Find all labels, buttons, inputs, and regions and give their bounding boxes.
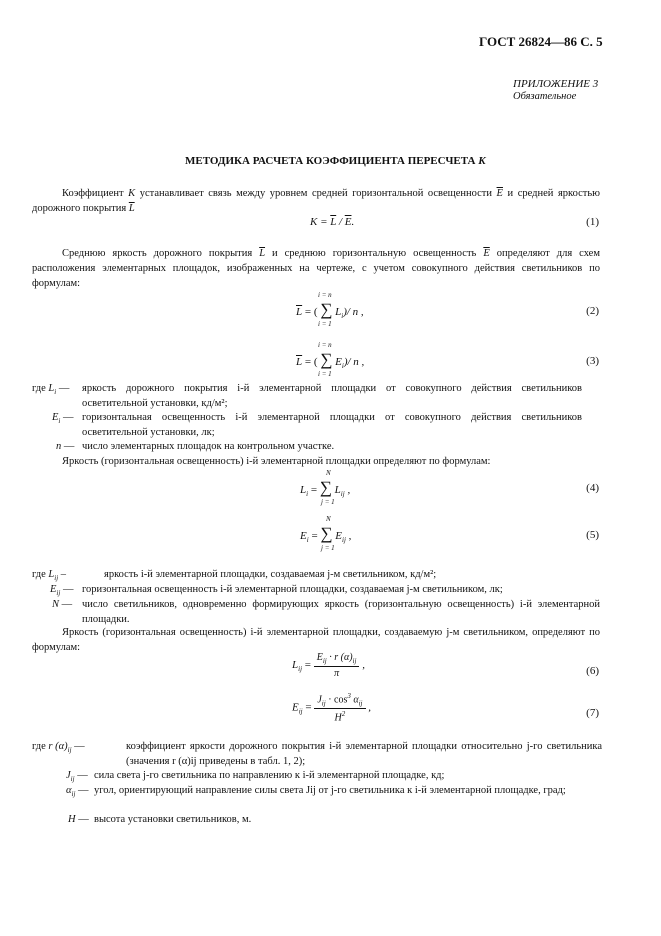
eq1-e: $\overline{E}$ [344, 216, 352, 228]
eq7-lhs: E [292, 701, 299, 714]
eq5-lhs-sub: i [306, 536, 309, 545]
page-title [185, 155, 486, 167]
eq7-num-alpha: α [350, 694, 359, 706]
p1-symbol-k: K [128, 188, 136, 199]
equation-2 [296, 301, 364, 320]
eq1-l: $\overline{L}$ [330, 216, 337, 228]
def8-text: сила света j-го светильника по направлению к i-й элементарной площадке, кд; [94, 770, 445, 781]
paragraph-3: Яркость (горизонтальная освещенность) i-й элементарной площадки определяют по формулам: [62, 456, 491, 467]
eq7-fraction [314, 692, 365, 724]
def4-sub: ij [54, 574, 59, 583]
def1-symbol: L [48, 383, 55, 394]
def1-text: яркость дорожного покрытия i-й элементарной площадки от совокупного действия светильников осветительной установки, кд/м²; [82, 383, 582, 409]
equation-1-number: (1) [586, 216, 599, 228]
def2-symbol: E [52, 412, 59, 423]
eq3-lower-limit: i = 1 [318, 370, 332, 378]
eq6-num-r: · r (α) [326, 652, 353, 663]
eq6-numerator [314, 652, 360, 667]
eq2-upper-limit: i = n [318, 291, 332, 299]
equation-4 [300, 479, 350, 498]
eq7-num-j-sub: ij [321, 699, 326, 708]
appendix-status: Обязательное [513, 91, 577, 102]
eq7-num-cos: · cos [325, 694, 348, 706]
p2-symbol-e: $\overline{E}$ [483, 248, 490, 259]
eq2-term: L [335, 306, 342, 318]
def9-text: угол, ориентирующий направление силы света Jij от j-го светильника к i-й элементарной площадке, град; [94, 785, 566, 796]
eq5-lhs: E [300, 530, 307, 542]
def1-prefix: где [32, 383, 49, 394]
eq7-num-j: J [317, 694, 322, 706]
appendix-title: ПРИЛОЖЕНИЕ 3 [513, 78, 599, 90]
equation-5 [300, 525, 351, 544]
eq4-upper-limit: N [326, 469, 331, 477]
p2-symbol-l: $\overline{L}$ [259, 248, 266, 259]
def5-text: горизонтальная освещенность i-й элементарной площадки, создаваемая j-м светильником, лк; [82, 584, 503, 595]
p1-symbol-l: $\overline{L}$ [128, 203, 135, 214]
eq7-den-h: H [334, 712, 342, 724]
equation-5-number: (5) [586, 529, 599, 541]
eq5-lower-limit: j = 1 [321, 544, 335, 552]
eq6-tail: , [359, 659, 365, 672]
def3-dash: — [61, 441, 75, 452]
p1-symbol-e: $\overline{E}$ [496, 188, 503, 199]
eq4-lhs-sub: i [306, 490, 309, 499]
equation-6-number: (6) [586, 665, 599, 677]
eq6-num-e-sub: ij [322, 657, 327, 665]
eq6-equals: = [302, 659, 314, 672]
eq7-numerator [314, 692, 365, 709]
equation-7 [292, 692, 371, 724]
p1-text-1: Коэффициент [62, 188, 129, 199]
eq4-term-sub: ij [340, 490, 345, 499]
def7-dash: — [71, 741, 85, 752]
def1-sub: i [54, 388, 57, 397]
running-header: ГОСТ 26824—86 С. 5 [479, 34, 603, 49]
page-title-symbol: K [478, 155, 486, 167]
eq7-tail: , [365, 701, 371, 714]
p2-text-3: определяют для схем расположения элементарных площадок, изображенных на чертеже, с учетом совокупного действия светильников по формулам: [32, 248, 600, 289]
def5-symbol: E [50, 584, 57, 595]
def9-dash: — [75, 785, 89, 796]
def2-dash: — [60, 412, 74, 423]
eq4-lhs: L [300, 484, 307, 496]
page-title-text: МЕТОДИКА РАСЧЕТА КОЭФФИЦИЕНТА ПЕРЕСЧЕТА [185, 155, 476, 167]
paragraph-4: Яркость (горизонтальная освещенность) i-й элементарной площадки, создаваемую j-м светильником, определяют по формулам: [32, 627, 600, 653]
equation-3-number: (3) [586, 355, 599, 367]
equation-7-number: (7) [586, 707, 599, 719]
eq2-lhs: $\overline{L}$ [296, 306, 303, 318]
p1-text-3: и средней яркостью дорожного покрытия [32, 188, 600, 214]
eq5-term: E [335, 530, 343, 542]
def9-symbol: α [66, 785, 72, 796]
eq3-lhs: $\overline{L}$ [296, 356, 303, 368]
def7-symbol: r (α) [48, 741, 68, 752]
def1-dash: — [56, 383, 70, 394]
eq4-tail: , [344, 484, 351, 496]
def10-dash: — [75, 814, 89, 825]
eq3-tail: )/ n , [343, 356, 365, 368]
eq7-den-h-sup: 2 [341, 710, 346, 719]
def8-sub: ij [70, 775, 75, 784]
paragraph-2 [32, 246, 600, 291]
eq2-tail: )/ n , [343, 306, 364, 318]
p2-text-1: Среднюю яркость дорожного покрытия [62, 248, 260, 259]
eq6-denominator: π [334, 668, 340, 679]
eq1-end: . [351, 216, 355, 228]
equation-2-number: (2) [586, 305, 599, 317]
eq4-term: L [334, 484, 341, 496]
def5-sub: ij [56, 589, 61, 598]
def6-symbol: N [52, 599, 60, 610]
p1-text-2: устанавливает связь между уровнем средней горизонтальной освещенности [135, 188, 497, 199]
equation-4-number: (4) [586, 482, 599, 494]
eq7-num-alpha-sub: ij [358, 699, 363, 708]
eq4-sum-symbol: ∑ [319, 478, 332, 497]
eq2-open: = ( [302, 306, 321, 318]
def4-dash: – [58, 569, 67, 580]
def6-text: число светильников, одновременно формирующих яркость (горизонтальную освещенность) i-й элементарной площадки. [82, 599, 600, 625]
equation-1 [310, 216, 354, 228]
eq5-tail: , [345, 530, 352, 542]
def4-text: яркость i-й элементарной площадки, создаваемая j-м светильником, кд/м²; [104, 569, 437, 580]
def2-sub: i [58, 417, 61, 426]
eq5-upper-limit: N [326, 515, 331, 523]
def7-sub: ij [67, 746, 72, 755]
eq4-lower-limit: j = 1 [321, 498, 335, 506]
paragraph-1 [32, 186, 600, 216]
eq3-term-sub: i [341, 362, 344, 371]
eq2-lower-limit: i = 1 [318, 320, 332, 328]
def6-dash: — [59, 599, 73, 610]
eq7-lhs-sub: ij [298, 707, 303, 716]
eq4-equals: = [308, 484, 320, 496]
eq2-sum-symbol: ∑ [320, 300, 333, 319]
def7-text: коэффициент яркости дорожного покрытия i-й элементарной площадки относительно j-го светильника (значения r (α)ij приведены в табл. 1, 2); [126, 741, 602, 767]
eq6-lhs-sub: ij [298, 665, 303, 674]
equation-3 [296, 351, 364, 370]
eq5-equals: = [308, 530, 321, 542]
eq2-term-sub: i [341, 312, 344, 321]
def5-dash: — [60, 584, 74, 595]
def3-symbol: n [56, 441, 62, 452]
eq5-term-sub: ij [342, 536, 346, 545]
def4-prefix: где [32, 569, 49, 580]
def3-text: число элементарных площадок на контрольном участке. [82, 441, 335, 452]
eq1-slash: / [336, 216, 345, 228]
eq6-lhs: L [292, 659, 299, 672]
p2-text-2: и среднюю горизонтальную освещенность [265, 248, 484, 259]
eq7-num-cos-sup: 3 [347, 692, 351, 700]
eq6-num-r-sub: ij [352, 657, 357, 665]
eq3-sum-symbol: ∑ [320, 350, 333, 369]
def8-dash: — [74, 770, 88, 781]
def8-symbol: J [66, 770, 71, 781]
eq5-sum-symbol: ∑ [320, 524, 333, 543]
eq3-upper-limit: i = n [318, 341, 332, 349]
eq6-fraction [314, 652, 360, 679]
def7-prefix: где [32, 741, 49, 752]
eq3-open: = ( [302, 356, 321, 368]
equation-6 [292, 652, 365, 679]
eq6-num-e: E [316, 652, 323, 663]
def4-symbol: L [48, 569, 55, 580]
eq3-term: E [335, 356, 342, 368]
eq7-denominator [314, 709, 365, 723]
def10-text: высота установки светильников, м. [94, 814, 252, 825]
eq7-equals: = [302, 701, 315, 714]
def9-sub: ij [71, 790, 76, 799]
eq1-lhs: K = [310, 216, 331, 228]
def10-symbol: H [68, 814, 76, 825]
def2-text: горизонтальная освещенность i-й элементарной площадки от совокупного действия светильников осветительной установки, лк; [82, 412, 582, 438]
